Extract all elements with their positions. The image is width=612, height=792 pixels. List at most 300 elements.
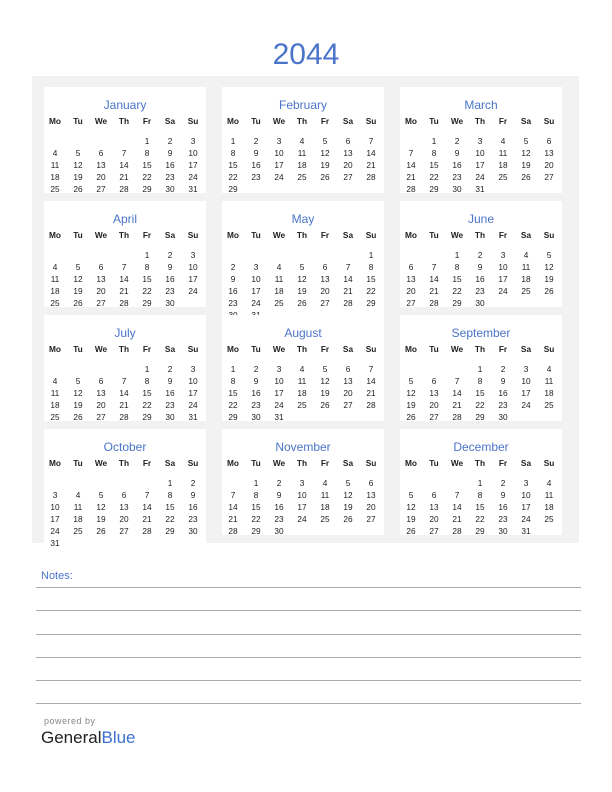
day-cell: 9 bbox=[253, 148, 259, 158]
day-cell: 11 bbox=[297, 376, 307, 386]
day-cell: 22 bbox=[251, 514, 261, 524]
weekday-label: Fr bbox=[142, 344, 152, 354]
day-cell: 12 bbox=[297, 274, 307, 284]
day-cell: 1 bbox=[368, 250, 374, 260]
day-cell: 20 bbox=[96, 172, 106, 182]
day-cell: 16 bbox=[498, 502, 508, 512]
week-row bbox=[400, 159, 562, 171]
day-cell: 19 bbox=[73, 172, 83, 182]
week-row bbox=[44, 537, 206, 549]
day-cell: 15 bbox=[429, 160, 439, 170]
month-name: March bbox=[464, 98, 498, 112]
year-title: 2044 bbox=[272, 38, 340, 71]
day-cell: 15 bbox=[142, 160, 152, 170]
day-cell: 4 bbox=[52, 262, 58, 272]
day-cell: 23 bbox=[251, 172, 261, 182]
month-name: May bbox=[291, 212, 315, 226]
week-row bbox=[44, 171, 206, 183]
day-cell: 25 bbox=[297, 172, 307, 182]
day-cell: 22 bbox=[429, 172, 439, 182]
day-cell: 4 bbox=[52, 148, 58, 158]
day-cell: 15 bbox=[366, 274, 376, 284]
day-cell: 4 bbox=[523, 250, 529, 260]
weekday-label: Sa bbox=[520, 230, 532, 240]
day-cell: 25 bbox=[50, 412, 60, 422]
day-cell: 13 bbox=[343, 376, 353, 386]
weekday-label: Sa bbox=[520, 116, 532, 126]
day-cell: 1 bbox=[144, 364, 150, 374]
weekday-label: Sa bbox=[520, 458, 532, 468]
month-june bbox=[400, 201, 562, 307]
day-cell: 27 bbox=[96, 298, 106, 308]
weekday-label: Mo bbox=[49, 458, 61, 468]
weekday-label: Tu bbox=[251, 458, 261, 468]
day-cell: 15 bbox=[475, 388, 485, 398]
day-cell: 13 bbox=[429, 388, 439, 398]
day-cell: 25 bbox=[544, 514, 554, 524]
day-cell: 13 bbox=[366, 490, 376, 500]
day-cell: 23 bbox=[165, 400, 175, 410]
day-cell: 2 bbox=[454, 136, 460, 146]
day-cell: 13 bbox=[320, 274, 330, 284]
day-cell: 1 bbox=[167, 478, 173, 488]
day-cell: 28 bbox=[119, 298, 129, 308]
day-cell: 16 bbox=[165, 388, 175, 398]
day-cell: 9 bbox=[500, 376, 506, 386]
day-cell: 9 bbox=[253, 376, 259, 386]
week-row bbox=[222, 375, 384, 387]
day-cell: 30 bbox=[274, 526, 284, 536]
weekday-label: We bbox=[94, 230, 108, 240]
day-cell: 3 bbox=[477, 136, 483, 146]
week-row bbox=[44, 273, 206, 285]
day-cell: 25 bbox=[320, 514, 330, 524]
week-row bbox=[400, 525, 562, 537]
week-row bbox=[400, 411, 562, 423]
weekday-label: Tu bbox=[251, 344, 261, 354]
day-cell: 7 bbox=[144, 490, 150, 500]
day-cell: 16 bbox=[475, 274, 485, 284]
week-row bbox=[400, 501, 562, 513]
day-cell: 15 bbox=[142, 388, 152, 398]
day-cell: 3 bbox=[276, 364, 282, 374]
day-cell: 13 bbox=[119, 502, 129, 512]
day-cell: 11 bbox=[297, 148, 307, 158]
day-cell: 15 bbox=[475, 502, 485, 512]
day-cell: 14 bbox=[343, 274, 353, 284]
weekday-label: Sa bbox=[342, 458, 354, 468]
day-cell: 16 bbox=[251, 160, 261, 170]
day-cell: 24 bbox=[521, 514, 531, 524]
day-cell: 17 bbox=[251, 286, 261, 296]
day-cell: 22 bbox=[142, 400, 152, 410]
day-cell: 6 bbox=[431, 376, 437, 386]
day-cell: 29 bbox=[429, 184, 439, 194]
weekday-label: Sa bbox=[164, 344, 176, 354]
day-cell: 14 bbox=[406, 160, 416, 170]
day-cell: 29 bbox=[475, 412, 485, 422]
day-cell: 28 bbox=[452, 526, 462, 536]
day-cell: 8 bbox=[253, 490, 259, 500]
day-cell: 5 bbox=[322, 364, 328, 374]
weekday-label: Tu bbox=[429, 458, 439, 468]
day-cell: 14 bbox=[429, 274, 439, 284]
week-row bbox=[222, 147, 384, 159]
weekday-label: Th bbox=[474, 344, 486, 354]
month-name: October bbox=[103, 440, 147, 454]
weekday-label: Th bbox=[118, 230, 130, 240]
day-cell: 5 bbox=[546, 250, 552, 260]
day-cell: 24 bbox=[498, 286, 508, 296]
day-cell: 19 bbox=[73, 286, 83, 296]
day-cell: 4 bbox=[322, 478, 328, 488]
week-row bbox=[222, 171, 384, 183]
day-cell: 30 bbox=[165, 184, 175, 194]
day-cell: 30 bbox=[498, 526, 508, 536]
month-october bbox=[44, 429, 206, 547]
week-row bbox=[222, 399, 384, 411]
weekday-label: Th bbox=[474, 116, 486, 126]
day-cell: 24 bbox=[188, 400, 198, 410]
weekday-label: Su bbox=[187, 116, 199, 126]
day-cell: 23 bbox=[251, 400, 261, 410]
weekday-label: Th bbox=[118, 344, 130, 354]
weekday-label: We bbox=[94, 458, 108, 468]
day-cell: 3 bbox=[52, 490, 58, 500]
day-cell: 27 bbox=[96, 412, 106, 422]
weekday-label: Sa bbox=[342, 230, 354, 240]
day-cell: 29 bbox=[228, 412, 238, 422]
day-cell: 21 bbox=[142, 514, 152, 524]
day-cell: 18 bbox=[274, 286, 284, 296]
week-row bbox=[222, 513, 384, 525]
day-cell: 19 bbox=[96, 514, 106, 524]
day-cell: 15 bbox=[251, 502, 261, 512]
day-cell: 21 bbox=[119, 286, 129, 296]
day-cell: 7 bbox=[230, 490, 236, 500]
weekday-label: Tu bbox=[429, 344, 439, 354]
weekday-label: Su bbox=[543, 230, 555, 240]
day-cell: 1 bbox=[230, 136, 236, 146]
day-cell: 11 bbox=[274, 274, 284, 284]
calendar-grid bbox=[32, 76, 579, 548]
day-cell: 10 bbox=[297, 490, 307, 500]
day-cell: 28 bbox=[119, 184, 129, 194]
weekday-label: Su bbox=[365, 458, 377, 468]
day-cell: 21 bbox=[119, 172, 129, 182]
day-cell: 16 bbox=[165, 160, 175, 170]
week-row bbox=[222, 249, 384, 261]
day-cell: 4 bbox=[546, 478, 552, 488]
day-cell: 26 bbox=[343, 514, 353, 524]
day-cell: 10 bbox=[274, 148, 284, 158]
day-cell: 17 bbox=[498, 274, 508, 284]
week-row bbox=[400, 477, 562, 489]
day-cell: 8 bbox=[230, 376, 236, 386]
day-cell: 4 bbox=[500, 136, 506, 146]
day-cell: 21 bbox=[366, 160, 376, 170]
day-cell: 14 bbox=[366, 148, 376, 158]
week-row bbox=[400, 375, 562, 387]
day-cell: 4 bbox=[546, 364, 552, 374]
day-cell: 29 bbox=[452, 298, 462, 308]
day-cell: 24 bbox=[188, 286, 198, 296]
month-february bbox=[222, 87, 384, 193]
weekday-label: We bbox=[450, 344, 464, 354]
note-line bbox=[36, 680, 581, 681]
month-name: July bbox=[114, 326, 136, 340]
brand-general: General bbox=[41, 728, 102, 747]
week-row bbox=[44, 297, 206, 309]
day-cell: 28 bbox=[119, 412, 129, 422]
day-cell: 11 bbox=[544, 490, 554, 500]
month-january bbox=[44, 87, 206, 193]
weekday-label: Su bbox=[543, 458, 555, 468]
day-cell: 8 bbox=[454, 262, 460, 272]
day-cell: 3 bbox=[523, 478, 529, 488]
day-cell: 22 bbox=[475, 400, 485, 410]
weekday-label: Su bbox=[187, 230, 199, 240]
day-cell: 5 bbox=[299, 262, 305, 272]
weekday-label: Tu bbox=[251, 116, 261, 126]
weekday-label: We bbox=[450, 458, 464, 468]
day-cell: 23 bbox=[498, 514, 508, 524]
day-cell: 29 bbox=[251, 526, 261, 536]
day-cell: 29 bbox=[475, 526, 485, 536]
day-cell: 6 bbox=[345, 136, 351, 146]
day-cell: 13 bbox=[343, 148, 353, 158]
weekday-label: Mo bbox=[405, 344, 417, 354]
weekday-label: Sa bbox=[520, 344, 532, 354]
day-cell: 29 bbox=[165, 526, 175, 536]
day-cell: 13 bbox=[406, 274, 416, 284]
day-cell: 18 bbox=[73, 514, 83, 524]
day-cell: 26 bbox=[96, 526, 106, 536]
day-cell: 20 bbox=[320, 286, 330, 296]
day-cell: 30 bbox=[452, 184, 462, 194]
weekday-label: Sa bbox=[342, 344, 354, 354]
day-cell: 21 bbox=[406, 172, 416, 182]
day-cell: 23 bbox=[274, 514, 284, 524]
day-cell: 9 bbox=[190, 490, 196, 500]
day-cell: 18 bbox=[297, 388, 307, 398]
day-cell: 22 bbox=[452, 286, 462, 296]
day-cell: 13 bbox=[544, 148, 554, 158]
day-cell: 20 bbox=[343, 160, 353, 170]
day-cell: 20 bbox=[544, 160, 554, 170]
weekday-label: Fr bbox=[320, 230, 330, 240]
day-cell: 2 bbox=[190, 478, 196, 488]
weekday-label: Mo bbox=[405, 116, 417, 126]
day-cell: 14 bbox=[452, 502, 462, 512]
week-row bbox=[222, 477, 384, 489]
day-cell: 17 bbox=[521, 388, 531, 398]
day-cell: 14 bbox=[119, 274, 129, 284]
week-row bbox=[44, 261, 206, 273]
day-cell: 16 bbox=[228, 286, 238, 296]
day-cell: 31 bbox=[475, 184, 485, 194]
brand-logo[interactable] bbox=[41, 728, 136, 748]
day-cell: 24 bbox=[50, 526, 60, 536]
day-cell: 2 bbox=[276, 478, 282, 488]
day-cell: 18 bbox=[320, 502, 330, 512]
weekday-label: Th bbox=[118, 458, 130, 468]
weekday-label: Tu bbox=[429, 230, 439, 240]
week-row bbox=[44, 387, 206, 399]
day-cell: 16 bbox=[188, 502, 198, 512]
day-cell: 28 bbox=[366, 400, 376, 410]
weekday-header bbox=[222, 457, 384, 469]
day-cell: 9 bbox=[454, 148, 460, 158]
day-cell: 25 bbox=[498, 172, 508, 182]
day-cell: 24 bbox=[251, 298, 261, 308]
day-cell: 12 bbox=[73, 388, 83, 398]
day-cell: 7 bbox=[454, 490, 460, 500]
week-row bbox=[400, 135, 562, 147]
day-cell: 13 bbox=[96, 274, 106, 284]
day-cell: 10 bbox=[521, 376, 531, 386]
day-cell: 8 bbox=[167, 490, 173, 500]
day-cell: 29 bbox=[142, 184, 152, 194]
day-cell: 16 bbox=[452, 160, 462, 170]
day-cell: 18 bbox=[498, 160, 508, 170]
day-cell: 6 bbox=[98, 376, 104, 386]
note-line bbox=[36, 703, 581, 704]
weekday-header bbox=[400, 457, 562, 469]
day-cell: 12 bbox=[544, 262, 554, 272]
day-cell: 7 bbox=[121, 376, 127, 386]
weekday-label: We bbox=[450, 230, 464, 240]
day-cell: 21 bbox=[228, 514, 238, 524]
day-cell: 19 bbox=[406, 400, 416, 410]
day-cell: 17 bbox=[274, 388, 284, 398]
day-cell: 22 bbox=[142, 172, 152, 182]
day-cell: 11 bbox=[320, 490, 330, 500]
day-cell: 27 bbox=[544, 172, 554, 182]
day-cell: 23 bbox=[165, 286, 175, 296]
day-cell: 19 bbox=[297, 286, 307, 296]
week-row bbox=[222, 135, 384, 147]
day-cell: 6 bbox=[121, 490, 127, 500]
month-name: August bbox=[284, 326, 322, 340]
day-cell: 20 bbox=[406, 286, 416, 296]
week-row bbox=[44, 135, 206, 147]
day-cell: 18 bbox=[50, 172, 60, 182]
weekday-label: Su bbox=[187, 458, 199, 468]
weekday-header bbox=[44, 343, 206, 355]
day-cell: 23 bbox=[498, 400, 508, 410]
day-cell: 10 bbox=[188, 148, 198, 158]
day-cell: 24 bbox=[188, 172, 198, 182]
day-cell: 12 bbox=[73, 274, 83, 284]
week-row bbox=[222, 387, 384, 399]
day-cell: 28 bbox=[452, 412, 462, 422]
weekday-header bbox=[400, 343, 562, 355]
weekday-label: We bbox=[272, 230, 286, 240]
day-cell: 21 bbox=[343, 286, 353, 296]
day-cell: 26 bbox=[406, 526, 416, 536]
day-cell: 25 bbox=[274, 298, 284, 308]
week-row bbox=[400, 513, 562, 525]
day-cell: 19 bbox=[521, 160, 531, 170]
month-august bbox=[222, 315, 384, 421]
day-cell: 22 bbox=[228, 400, 238, 410]
day-cell: 2 bbox=[230, 262, 236, 272]
powered-by-text: powered by bbox=[44, 716, 96, 726]
day-cell: 7 bbox=[368, 136, 374, 146]
day-cell: 24 bbox=[521, 400, 531, 410]
day-cell: 8 bbox=[431, 148, 437, 158]
week-row bbox=[400, 273, 562, 285]
day-cell: 2 bbox=[500, 364, 506, 374]
day-cell: 6 bbox=[322, 262, 328, 272]
day-cell: 29 bbox=[142, 298, 152, 308]
day-cell: 10 bbox=[188, 262, 198, 272]
day-cell: 23 bbox=[188, 514, 198, 524]
day-cell: 15 bbox=[142, 274, 152, 284]
weekday-label: Mo bbox=[49, 116, 61, 126]
week-row bbox=[400, 249, 562, 261]
day-cell: 20 bbox=[119, 514, 129, 524]
week-row bbox=[44, 285, 206, 297]
day-cell: 10 bbox=[50, 502, 60, 512]
weekday-label: Fr bbox=[498, 116, 508, 126]
week-row bbox=[400, 261, 562, 273]
day-cell: 27 bbox=[119, 526, 129, 536]
day-cell: 5 bbox=[75, 376, 81, 386]
day-cell: 19 bbox=[73, 400, 83, 410]
day-cell: 25 bbox=[50, 184, 60, 194]
day-cell: 11 bbox=[50, 388, 60, 398]
day-cell: 7 bbox=[431, 262, 437, 272]
day-cell: 8 bbox=[144, 148, 150, 158]
weekday-label: Fr bbox=[320, 458, 330, 468]
day-cell: 16 bbox=[251, 388, 261, 398]
day-cell: 18 bbox=[297, 160, 307, 170]
day-cell: 3 bbox=[190, 136, 196, 146]
day-cell: 24 bbox=[297, 514, 307, 524]
day-cell: 12 bbox=[521, 148, 531, 158]
day-cell: 4 bbox=[299, 136, 305, 146]
day-cell: 15 bbox=[228, 388, 238, 398]
day-cell: 31 bbox=[188, 184, 198, 194]
weekday-label: Tu bbox=[73, 116, 83, 126]
day-cell: 22 bbox=[475, 514, 485, 524]
day-cell: 27 bbox=[343, 400, 353, 410]
day-cell: 6 bbox=[408, 262, 414, 272]
weekday-header bbox=[222, 115, 384, 127]
day-cell: 17 bbox=[297, 502, 307, 512]
day-cell: 22 bbox=[228, 172, 238, 182]
day-cell: 31 bbox=[188, 412, 198, 422]
day-cell: 11 bbox=[521, 262, 531, 272]
day-cell: 25 bbox=[73, 526, 83, 536]
day-cell: 15 bbox=[452, 274, 462, 284]
day-cell: 12 bbox=[96, 502, 106, 512]
day-cell: 1 bbox=[144, 136, 150, 146]
weekday-label: Tu bbox=[73, 458, 83, 468]
day-cell: 20 bbox=[429, 514, 439, 524]
day-cell: 10 bbox=[251, 274, 261, 284]
day-cell: 18 bbox=[50, 400, 60, 410]
day-cell: 9 bbox=[167, 148, 173, 158]
day-cell: 1 bbox=[431, 136, 437, 146]
day-cell: 18 bbox=[50, 286, 60, 296]
week-row bbox=[222, 273, 384, 285]
day-cell: 8 bbox=[230, 148, 236, 158]
day-cell: 1 bbox=[253, 478, 259, 488]
day-cell: 11 bbox=[498, 148, 508, 158]
